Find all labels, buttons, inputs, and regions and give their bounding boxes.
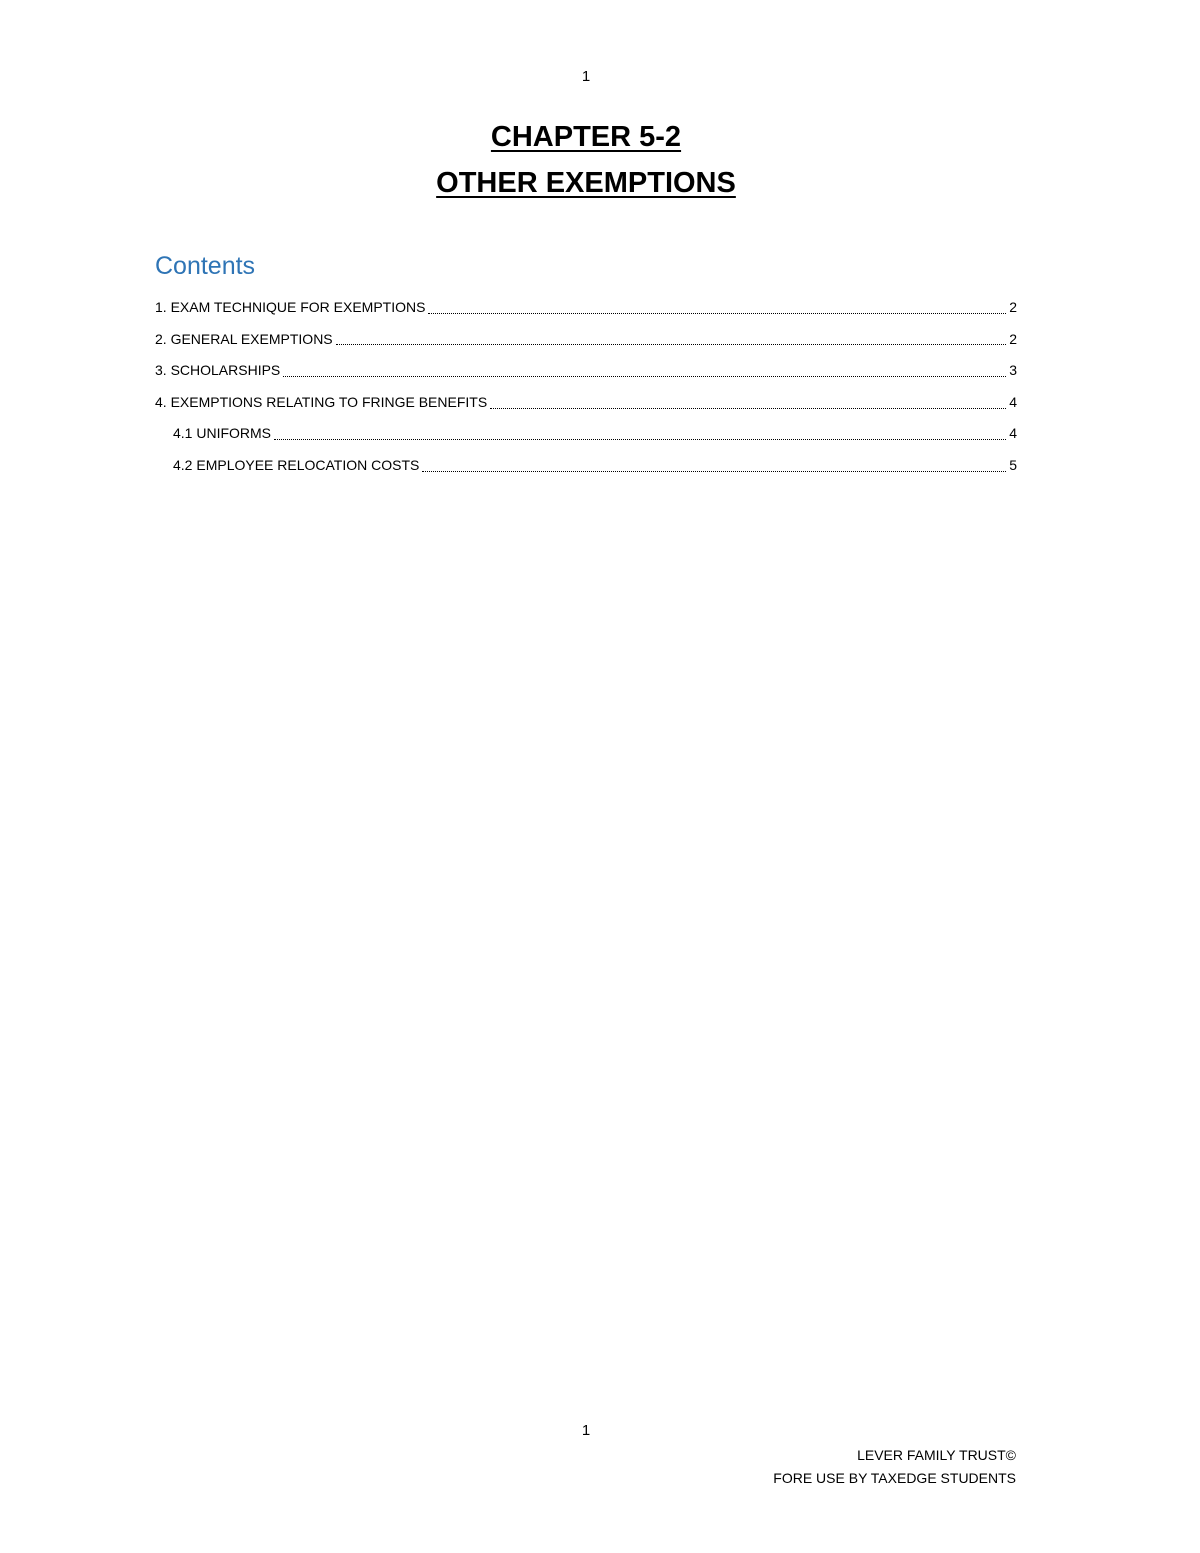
toc-entry-exam-technique[interactable] bbox=[155, 292, 1017, 324]
toc-entry-scholarships[interactable] bbox=[155, 355, 1017, 387]
toc-entry-page: 4 bbox=[1009, 393, 1017, 410]
toc-dot-leader bbox=[336, 343, 1006, 345]
toc-entry-page: 2 bbox=[1009, 299, 1017, 315]
toc-dot-leader bbox=[428, 312, 1006, 314]
toc-entry-fringe-benefits[interactable] bbox=[155, 387, 1017, 419]
toc-entry-label: 4. EXEMPTIONS RELATING TO FRINGE BENEFITS bbox=[155, 393, 488, 410]
toc-entry-relocation-costs[interactable] bbox=[155, 450, 1017, 482]
footer-copyright-line: LEVER FAMILY TRUST© bbox=[857, 1447, 1016, 1463]
toc-entry-page: 5 bbox=[1009, 456, 1017, 473]
footer-notice bbox=[773, 1444, 1016, 1490]
footer-page-number: 1 bbox=[581, 1422, 591, 1439]
toc-entry-general-exemptions[interactable] bbox=[155, 324, 1017, 356]
toc-entry-page: 3 bbox=[1009, 362, 1017, 379]
toc-entry-label: 4.1 UNIFORMS bbox=[173, 425, 272, 442]
chapter-title-line-1: CHAPTER 5-2 bbox=[490, 121, 682, 153]
toc-entry-label: 2. GENERAL EXEMPTIONS bbox=[155, 330, 333, 347]
toc-entry-label: 3. SCHOLARSHIPS bbox=[155, 362, 281, 379]
toc-dot-leader bbox=[490, 407, 1006, 409]
chapter-title-line-2: OTHER EXEMPTIONS bbox=[436, 167, 736, 199]
toc-entry-page: 2 bbox=[1009, 330, 1017, 347]
toc-dot-leader bbox=[283, 375, 1006, 377]
toc-entry-label: 4.2 EMPLOYEE RELOCATION COSTS bbox=[173, 456, 420, 473]
toc-entry-label: 1. EXAM TECHNIQUE FOR EXEMPTIONS bbox=[155, 299, 426, 315]
chapter-title bbox=[0, 114, 1172, 206]
toc-heading: Contents bbox=[155, 252, 256, 280]
header-page-number: 1 bbox=[581, 68, 591, 85]
table-of-contents bbox=[155, 248, 1017, 482]
footer-usage-line: FORE USE BY TAXEDGE STUDENTS bbox=[773, 1470, 1016, 1486]
toc-entry-uniforms[interactable] bbox=[155, 418, 1017, 450]
toc-entry-page: 4 bbox=[1009, 425, 1017, 442]
toc-dot-leader bbox=[274, 438, 1006, 440]
toc-dot-leader bbox=[422, 470, 1006, 472]
